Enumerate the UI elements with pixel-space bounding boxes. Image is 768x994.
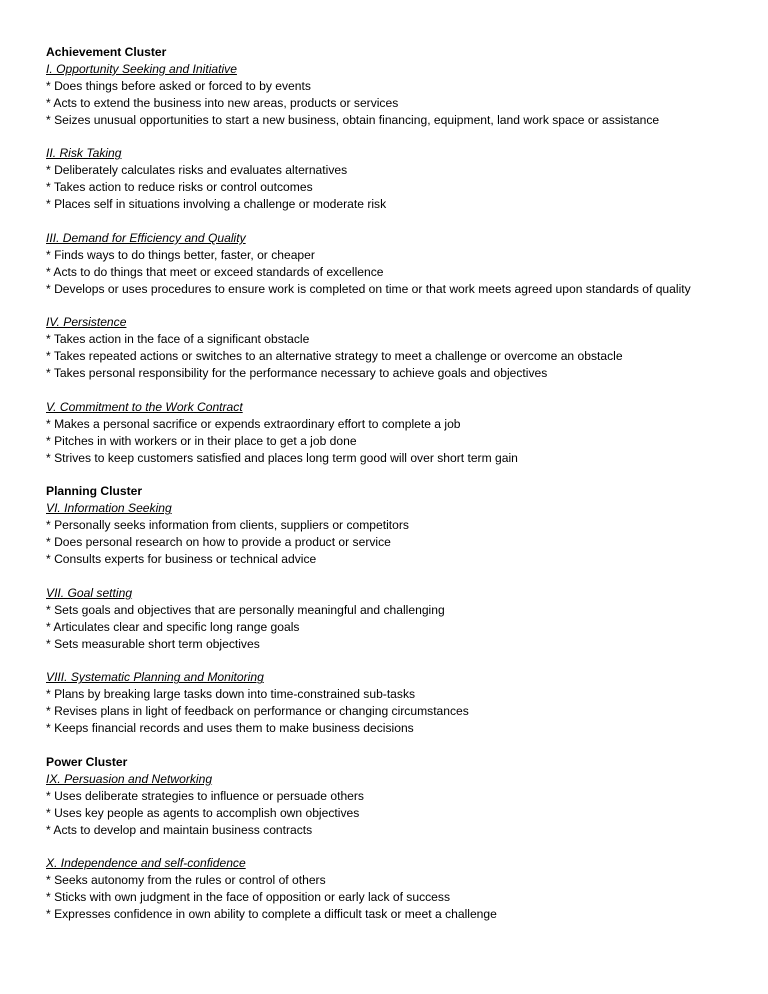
section-heading: IX. Persuasion and Networking (46, 771, 213, 786)
section-heading: X. Independence and self-confidence (46, 856, 246, 871)
section-information-seeking (46, 500, 746, 568)
list-item: * Sets goals and objectives that are personally meaningful and challenging (46, 602, 445, 617)
list-item: * Takes action to reduce risks or control outcomes (46, 180, 313, 195)
cluster-heading: Power Cluster (46, 754, 128, 769)
list-item: * Deliberately calculates risks and evaluates alternatives (46, 163, 348, 178)
list-item: * Acts to do things that meet or exceed standards of excellence (46, 264, 384, 279)
list-item: * Sets measurable short term objectives (46, 636, 260, 651)
section-heading: VI. Information Seeking (46, 501, 172, 516)
section-opportunity-seeking (46, 61, 746, 129)
list-item: * Uses deliberate strategies to influence or persuade others (46, 788, 364, 803)
cluster-heading: Planning Cluster (46, 484, 143, 499)
section-persistence (46, 314, 746, 382)
section-goal-setting (46, 585, 746, 653)
section-independence-confidence (46, 855, 746, 923)
section-heading: VIII. Systematic Planning and Monitoring (46, 670, 264, 685)
list-item: * Seeks autonomy from the rules or control of others (46, 873, 326, 888)
list-item: * Acts to extend the business into new areas, products or services (46, 95, 399, 110)
list-item: * Finds ways to do things better, faster, or cheaper (46, 247, 315, 262)
list-item: * Takes personal responsibility for the performance necessary to achieve goals and objectives (46, 366, 548, 381)
section-persuasion-networking (46, 771, 746, 839)
section-heading: III. Demand for Efficiency and Quality (46, 230, 246, 245)
section-efficiency-quality (46, 230, 746, 298)
power-cluster (46, 754, 746, 923)
list-item: * Personally seeks information from clients, suppliers or competitors (46, 518, 409, 533)
section-heading: V. Commitment to the Work Contract (46, 399, 243, 414)
list-item: * Sticks with own judgment in the face of opposition or early lack of success (46, 890, 450, 905)
list-item: * Takes action in the face of a significant obstacle (46, 332, 310, 347)
list-item: * Consults experts for business or technical advice (46, 552, 317, 567)
list-item: * Plans by breaking large tasks down into time-constrained sub-tasks (46, 687, 416, 702)
list-item: * Pitches in with workers or in their place to get a job done (46, 433, 357, 448)
list-item: * Acts to develop and maintain business contracts (46, 822, 313, 837)
list-item: * Takes repeated actions or switches to an alternative strategy to meet a challenge or overcome an obstacle (46, 349, 623, 364)
section-heading: IV. Persistence (46, 315, 127, 330)
list-item: * Keeps financial records and uses them to make business decisions (46, 721, 414, 736)
list-item: * Makes a personal sacrifice or expends extraordinary effort to complete a job (46, 416, 461, 431)
list-item: * Seizes unusual opportunities to start a new business, obtain financing, equipment, land work space or assistance (46, 112, 660, 127)
section-systematic-planning (46, 669, 746, 737)
list-item: * Expresses confidence in own ability to complete a difficult task or meet a challenge (46, 907, 497, 922)
section-risk-taking (46, 145, 746, 213)
planning-cluster (46, 483, 746, 737)
list-item: * Develops or uses procedures to ensure work is completed on time or that work meets agreed upon standards of quality (46, 281, 691, 296)
cluster-heading: Achievement Cluster (46, 45, 167, 59)
list-item: * Strives to keep customers satisfied and places long term good will over short term gain (46, 450, 518, 465)
achievement-cluster (46, 44, 746, 467)
list-item: * Does personal research on how to provide a product or service (46, 535, 391, 550)
list-item: * Places self in situations involving a challenge or moderate risk (46, 197, 387, 212)
list-item: * Revises plans in light of feedback on performance or changing circumstances (46, 704, 469, 719)
section-heading: II. Risk Taking (46, 146, 122, 161)
list-item: * Uses key people as agents to accomplish own objectives (46, 805, 360, 820)
section-heading: I. Opportunity Seeking and Initiative (46, 61, 237, 76)
document-body (46, 44, 746, 923)
list-item: * Does things before asked or forced to by events (46, 78, 311, 93)
section-work-contract (46, 399, 746, 467)
section-heading: VII. Goal setting (46, 585, 133, 600)
list-item: * Articulates clear and specific long range goals (46, 619, 300, 634)
